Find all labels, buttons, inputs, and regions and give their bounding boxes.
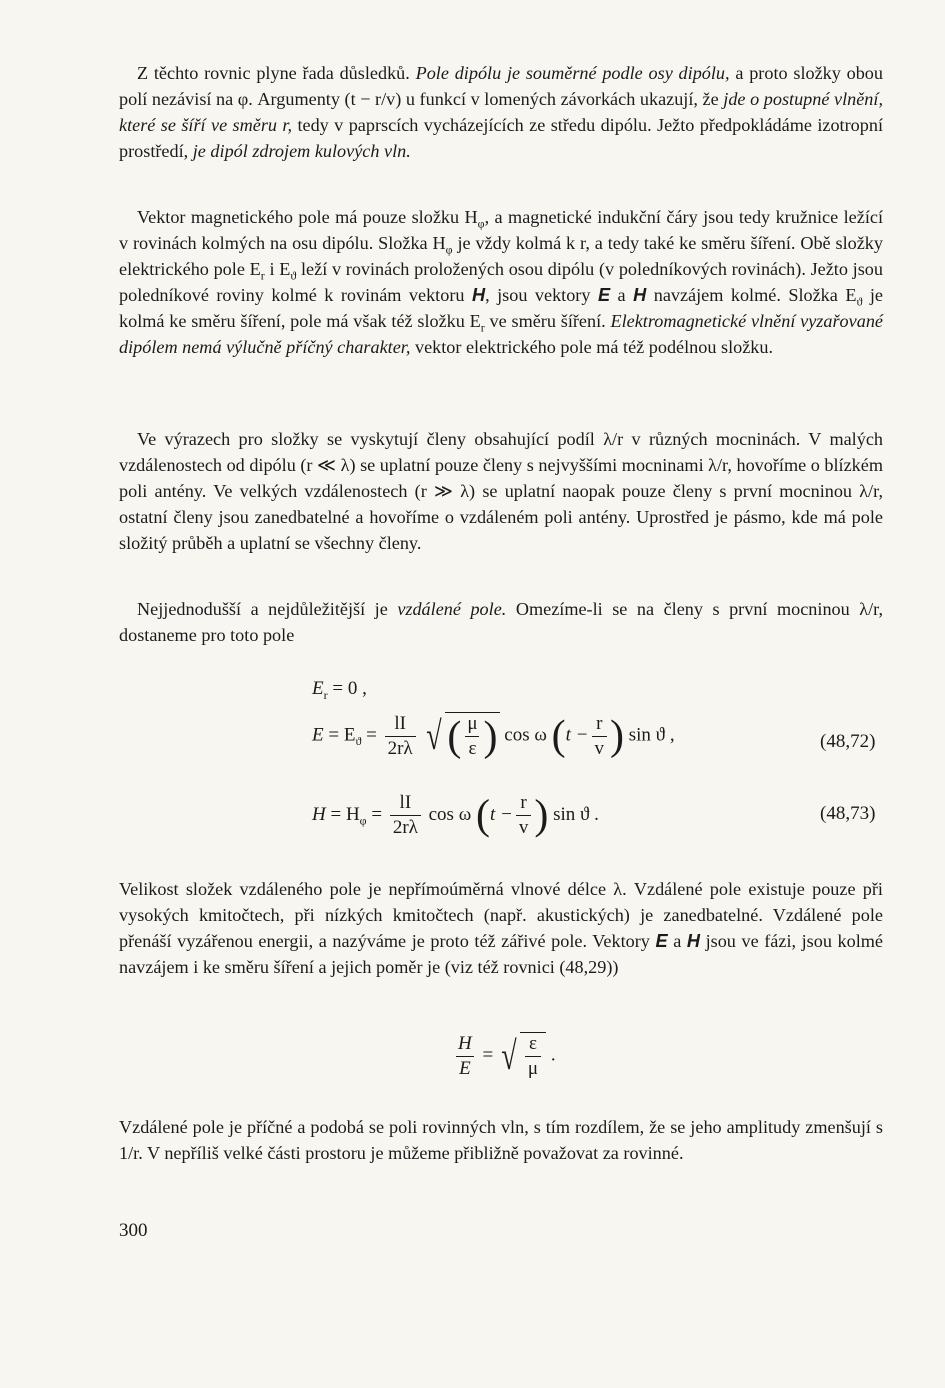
equation-48-73: $H = H_\varphi$ = $\frac{lI}{2r\lambda}$ cos ω (t − $\frac{r}{v}$ ) sin ϑ . [312, 792, 599, 839]
equation-number-48-73: (48,73) [820, 803, 876, 824]
paragraph-radiation-field: Velikost složek vzdáleného pole je nepřímoúměrná vlnové délce λ. Vzdálené pole existuje pouze při vysokých kmitočtech, při nízkých kmitočtech (např. akustických) je zanedbatelné. Vzdálené pole přenáší vyzářenou energii, a nazýváme je proto též zářivé pole. Vektory E a H jsou ve fázi, jsou kolmé navzájem i ke směru šíření a jejich poměr je (viz též rovnici (48,29)) [119, 879, 883, 977]
equation-impedance-ratio: $\frac{H}{E}$ = √ $\frac{\varepsilon}{\mu}$ . [458, 1032, 556, 1079]
equation-er: $E_r = 0$ , [312, 678, 367, 702]
page-number: 300 [119, 1220, 148, 1241]
equation-48-72: $E = E_ϑ$ = $\frac{lI}{2r\lambda}$ √ ( $\frac{\mu}{\varepsilon}$ ) cos ω (t − $\frac{r}{v}$ ) sin ϑ , [312, 712, 675, 760]
paragraph-dipole-consequences: Z těchto rovnic plyne řada důsledků. Pole dipólu je souměrné podle osy dipólu, a proto složky obou polí nezávisí na φ. Argumenty (t − r/v) u funkcí v lomených závorkách ukazují, že jde o postupné vlnění, které se šíří ve směru r, tedy v paprscích vycházejících ze středu dipólu. Ježto předpokládáme izotropní prostředí, je dipól zdrojem kulových vln. [119, 63, 883, 161]
equation-number-48-72: (48,72) [820, 731, 876, 752]
paragraph-far-field-intro: Nejjednodušší a nejdůležitější je vzdálené pole. Omezíme-li se na členy s první mocninou λ/r, dostaneme pro toto pole [119, 599, 883, 645]
paragraph-plane-wave-comparison: Vzdálené pole je příčné a podobá se poli rovinných vln, s tím rozdílem, že se jeho amplitudy zmenšují s 1/r. V nepříliš velké části prostoru je můžeme přibližně považovat za rovinné. [119, 1117, 883, 1163]
paragraph-near-far-field: Ve výrazech pro složky se vyskytují členy obsahující podíl λ/r v různých mocninách. V malých vzdálenostech od dipólu (r ≪ λ) se uplatní pouze členy s nejvyššími mocninami λ/r, hovoříme o blízkém poli antény. Ve velkých vzdálenostech (r ≫ λ) se uplatní naopak pouze členy s první mocninou λ/r, ostatní členy jsou zanedbatelné a hovoříme o vzdáleném poli antény. Uprostřed je pásmo, kde má pole složitý průběh a uplatní se všechny členy. [119, 429, 883, 553]
paragraph-magnetic-field: Vektor magnetického pole má pouze složku $H_\varphi$, a magnetické indukční čáry jsou tedy kružnice ležící v rovinách kolmých na osu dipólu. Složka $H_\varphi$ je vždy kolmá k r, a tedy také ke směru šíření. Obě složky elektrického pole $E_r$ i $E_ϑ$ leží v rovinách proložených osou dipólu (v poledníkových rovinách). Ježto jsou poledníkové roviny kolmé k rovinám vektoru H, jsou vektory E a H navzájem kolmé. Složka $E_ϑ$ je kolmá ke směru šíření, pole má však též složku $E_r$ ve směru šíření. Elektromagnetické vlnění vyzařované dipólem nemá výlučně příčný charakter, vektor elektrického pole má též podélnou složku. [119, 207, 883, 357]
